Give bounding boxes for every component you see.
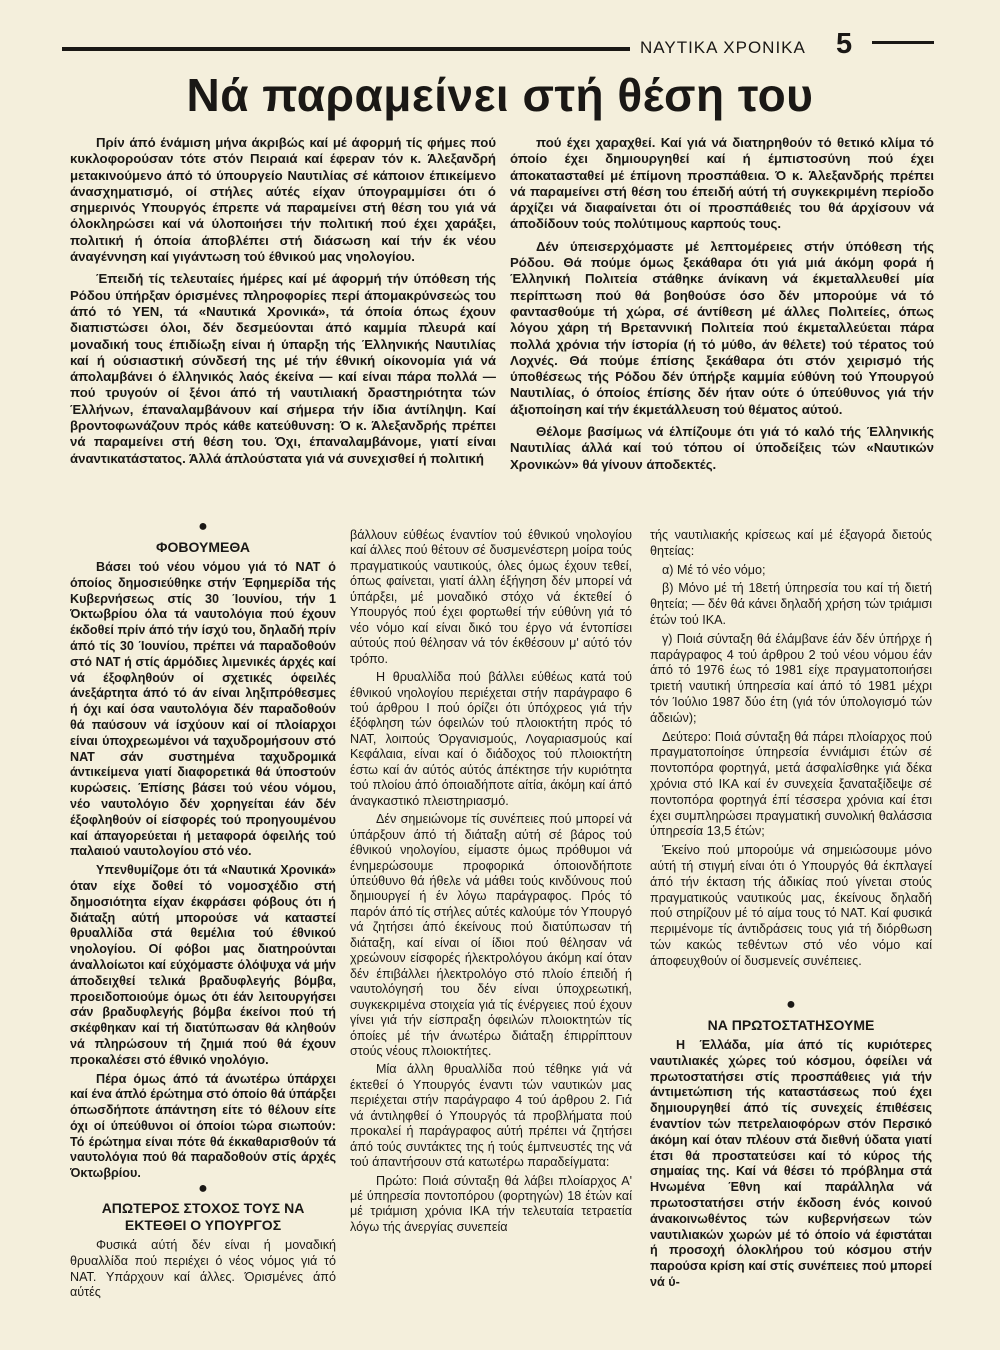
section-paragraph: Πέρα όμως άπό τά άνωτέρω ύπάρχει καί ένα άπλό έρώτημα στό όποίο θά ύπάρξει όπωσδήποτε άπάντηση είτε τό θέλουν είτε όχι οί ύπεύθυνοι οί όποίοι τώρα σιωπούν: Τό έρώτημα είναι πότε θά έκκαθαρισθούν τά ναυτολόγια πού θά παραδοθούν στίς άρχές Όκτωβρίου. [70, 1071, 336, 1181]
section-paragraph: Φυσικά αύτή δέν είναι ή μοναδική θρυαλλίδα πού περιέχει ό νέος νόμος γιά τό ΝΑΤ. Υπάρχουν καί άλλες. Όρισμένες άπό αύτές [70, 1238, 336, 1300]
section-paragraph: τής ναυτιλιακής κρίσεως καί μέ έξαγορά διετούς θητείας: [650, 528, 932, 558]
section-paragraph: Μία άλλη θρυαλλίδα πού τέθηκε γιά νά έκτεθεί ό Υπουργός έναντι τών ναυτικών μας περιέχεται στήν παράγραφο 4 τού άρθρου 2. Γιά νά άντιληφθεί ό Υπουργός τά προβλήματα πού προκαλεί ή παράγραφος αύτή πρέπει νά ζητήσει άπό τούς συντάκτες της ή τούς έμπνευστές της νά τού άπαντήσουν στά κατωτέρω παραδείγματα: [350, 1062, 632, 1170]
bullet-icon: ● [786, 996, 796, 1013]
page-number: 5 [836, 28, 853, 60]
section-paragraph: Δέν σημειώνομε τίς συνέπειες πού μπορεί νά ύπάρξουν άπό τή διάταξη αύτή σέ βάρος τού έθνικού νηολογίου, είμαστε όμως πρόθυμοι νά ένημερώσουμε προφορικά όποιονδήποτε ύπεύθυνο θά ήθελε νά μάθει τούς κινδύνους πού δημιουργεί ή έν λόγω παράγραφος. Πρός τό παρόν άπό τίς στήλες αύτές καλούμε τόν Υπουργό νά ζητήσει άπό έκείνους πού διατύπωσαν τή διάταξη, καί είναι οί ίδιοι πού θέλησαν νά χρεώνουν είσφορές ήλεκτρολόγου άκόμη καί όταν δέν έπιβάλλει ήλεκτρολόγο στό πλοίο έπειδή ή ναυτολόγησή του δέν είναι ύποχρεωτική, συγκεκριμένα στοιχεία γιά τίς ένέργειες πού έχουν γίνει γιά τήν είσπραξη όφειλών πλοιοκτητών τίς όποίες μέ τήν άνωτέρω διάταξη έπιρρίπτουν στούς νέους πλοιοκτήτες. [350, 812, 632, 1058]
section-paragraph: Βάσει τού νέου νόμου γιά τό ΝΑΤ ό όποίος δημοσιεύθηκε στήν Έφημερίδα τής Κυβερνήσεως στίς 30 Ίουνίου, τήν 1 Όκτωβρίου όλα τά ναυτολόγια πού έχουν έκδοθεί πρίν άπό τήν ίσχύ του, δηλαδή πρίν άπό τίς 30 Ίουνίου, πρέπει νά παραδοθούν στό ΝΑΤ ή στίς άρμόδιες λιμενικές άρχές καί νά έξοφληθούν οί σχετικές όφειλές άνεξάρτητα άπό τό άν είναι ληξιπρόθεσμες ή όχι καί όσα ναυτολόγια δέν παραδοθούν θά παύσουν νά ίσχύουν καί οί πλοίαρχοι είναι ύποχρεωμένοι νά ταχυδρομήσουν στό ΝΑΤ σάν συστημένα ταχυδρομικά άντικείμενα γιατί διαφορετικά θά ύποστούν κυρώσεις. Έπίσης βάσει τού νέου νόμου, νέο ναυτολόγιο δέν χορηγείται έάν δέν έξοφληθούν οί είσφορές τού προηγουμένου καί άπαγορεύεται ή μεταφορά όφειλής τού παλαιού ναυτολογίου στό νέο. [70, 560, 336, 859]
lead-paragraph: Πρίν άπό ένάμιση μήνα άκριβώς καί μέ άφορμή τίς φήμες πού κυκλοφορούσαν τότε στόν Πειραιά καί έφεραν τόν κ. Άλεξανδρή μετακινούμενο άπό τό ύπουργείο Ναυτιλίας σέ κάποιον έπικείμενο άνασχηματισμό, οί στήλες αύτές είχαν ύπογραμμίσει ότι ό σημερινός Υπουργός έπρεπε νά παραμείνει στή θέση του γιά νά όλοκληρώσει καί νά ύλοποιήσει τήν πολιτική πού έχει χαράξει, πολιτική ή όποία άποβλέπει στή διάσωση καί τήν έκ νέου άναγέννηση καί γιγάντωση τού έθνικού μας νηολογίου. [70, 135, 496, 265]
lead-left-column [70, 135, 496, 500]
lead-paragraph: Θέλομε βασίμως νά έλπίζουμε ότι γιά τό καλό τής Έλληνικής Ναυτιλίας άλλά καί τού τόπου οί ύποδείξεις τών «Ναυτικών Χρονικών» θά γίνουν άποδεκτές. [510, 424, 934, 472]
lead-paragraph: πού έχει χαραχθεί. Καί γιά νά διατηρηθούν τό θετικό κλίμα τό όποίο έχει δημιουργηθεί καί ή έμπιστοσύνη πού έχει άποκατασταθεί μέ έπίμονη προσπάθεια. Ό κ. Άλεξανδρής πρέπει νά παραμείνει στή θέση του έπειδή αύτή τή συγκεκριμένη περίοδο άρχίζει νά διαφαίνεται ότι οί προσπάθειές του θά άρχίσουν νά άποδίδουν τούς πολύτιμους καρπούς τους. [510, 135, 934, 232]
masthead-title: ΝΑΥΤΙΚΑ ΧΡΟΝΙΚΑ [640, 38, 806, 57]
list-item: β) Μόνο μέ τή 18ετή ύπηρεσία του καί τή διετή θητεία; — δέν θά κάνει δηλαδή χρήση τών τριάμισι έτών τού ΙΚΑ. [650, 581, 932, 627]
masthead-rule-right [872, 41, 934, 44]
section-heading-line1: ΑΠΩΤΕΡΟΣ ΣΤΟΧΟΣ ΤΟΥΣ ΝΑ [101, 1200, 305, 1216]
section-heading: ΝΑ ΠΡΩΤΟΣΤΑΤΗΣΟΥΜΕ [707, 1017, 875, 1033]
headline: Νά παραμείνει στή θέση του [186, 69, 814, 121]
section-paragraph: Έκείνο πού μπορούμε νά σημειώσουμε μόνο αύτή τή στιγμή είναι ότι ό Υπουργός θά έκπλαγεί άπό τήν έκταση τής άδικίας πού γίνεται στούς πραγματικούς ναυτικούς μας, έκείνους δηλαδή πού στηρίζουν μέ τό αίμα τους τό ΝΑΤ. Καί φυσικά περιμένομε τίς άντιδράσεις τους γιά τή διόρθωση τών κακώς τεθέντων στό νέο νόμο καί άποφευχθούν οί δυσμενείς συνέπειες. [650, 843, 932, 968]
section-paragraph: Δεύτερο: Ποιά σύνταξη θά πάρει πλοίαρχος πού πραγματοποίησε ύπηρεσία έννιάμισι έτών σέ ποντοπόρα φορτηγά, μετά άσφαλίσθηκε γιά δέκα χρόνια στό ΙΚΑ καί έν συνεχεία ξαναταξίδεψε σέ ποντοπόρα φορτηγά έπί τέσσερα χρόνια καί έτσι έχει συμπληρώσει πραγματική συνολική θαλάσσια ύπηρεσία 13,5 έτών; [650, 729, 932, 839]
section-paragraph: Πρώτο: Ποιά σύνταξη θά λάβει πλοίαρχος Α' μέ ύπηρεσία ποντοπόρου (φορτηγών) 18 έτών καί μέ τριάμιση χρόνια ΙΚΑ τήν τελευταία τετραετία λόγω τής άνεργίας συνεπεία [350, 1173, 632, 1234]
masthead-rule-left [62, 47, 630, 51]
section-heading-line2: ΕΚΤΕΘΕΙ Ο ΥΠΟΥΡΓΟΣ [124, 1217, 282, 1233]
section-paragraph: Η Έλλάδα, μία άπό τίς κυριότερες ναυτιλιακές χώρες τού κόσμου, όφείλει νά πρωτοστατήσει στίς προσπάθειες γιά τήν άντιμετώπιση τής καταστάσεως πού έχει δημιουργηθεί άπό τίς συνεχείς έπιθέσεις έναντίον τών πετρελαιοφόρων στόν Περσικό άκόμη καί όταν πλέουν στά διεθνή ύδατα γιατί έτσι θά προστατεύσει καί τό κύρος τής σημαίας της. Καί νά θέσει τό πρόβλημα στά Ηνωμένα Έθνη καί παράλληλα νά πρωτοστατήσει στήν έκδοση ένός κοινού άνακοινωθέντος τών κυβερνήσεων τών ναυτιλιακών χωρών μέ τό όποίο νά έφιστάται ή προσοχή όλοκλήρου τού κόσμου στήν παρούσα κρίση καί στίς συνέπειες πού μπορεί νά ύ- [650, 1038, 932, 1289]
section-paragraph: βάλλουν εύθέως έναντίον τού έθνικού νηολογίου καί άλλες πού θέτουν σέ δυσμενέστερη μοίρα τούς πραγματικούς ναυτικούς, όλες όμως έχουν τεθεί, όπως φαίνεται, γιατί άλλη έξήγηση δέν μπορεί νά ύπάρξει, μέ μοναδικό στόχο νά έκτεθεί ό Υπουργός πού έχει φορτωθεί τήν εύθύνη γιά τό νέο νόμο καί είναι δικό του έργο νά έντοπίσει αύτούς πού θέλησαν νά τόν έκθέσουν μ' αύτό τόν τρόπο. [350, 528, 632, 666]
list-item: γ) Ποιά σύνταξη θά έλάμβανε έάν δέν ύπήρχε ή παράγραφος 4 τού άρθρου 2 τού νέου νόμου έάν άπό τό 1976 έως τό 1981 είχε πραγματοποιήσει τριετή ναυτική ύπηρεσία καί άπό τό 1981 μέχρι τόν Ίούλιο 1987 δύο έτη (γιά τόν ύπολογισμό τών άδειών); [650, 631, 932, 725]
right-column-continuation [650, 528, 932, 998]
protostatisoume-section [650, 996, 932, 1326]
bullet-icon: ● [198, 518, 208, 535]
lead-right-column [510, 135, 934, 505]
apoteros-middle-column [350, 528, 632, 1318]
bullet-icon: ● [198, 1180, 208, 1197]
lead-paragraph: Έπειδή τίς τελευταίες ήμέρες καί μέ άφορμή τήν ύπόθεση τής Ρόδου ύπήρξαν όρισμένες πληροφορίες περί άπομακρύνσεώς του άπό τό ΥΕΝ, τά «Ναυτικά Χρονικά», τά όποία όπως έχουν διαπιστώσει όλοι, δέν δεσμεύονται άπό καμμία πλευρά καί μοναδική τους έπιδίωξη είναι ή ύπαρξη τής Έλληνικής Ναυτιλίας καί ή ούσιαστική σύνδεσή της μέ τήν έθνική οίκονομία γιά νά άπολαμβάνει ό έλληνικός λαός έκείνα — καί είναι πάρα πολλά — πού τρυγούν οί ξένοι άπό τή ναυτιλιακή δραστηριότητα τών Έλλήνων, έπαναλαμβάνουν καί σήμερα τήν ίδια άντίληψη. Καί βροντοφωνάζουν πρός κάθε κατεύθυνση: Ό κ. Άλεξανδρής πρέπει νά παραμείνει στή θέση του. Όχι, έπαναλαμβάνομε, γιατί είναι άναντικατάστατος. Άλλά άπλούστατα γιά νά συνεχισθεί ή πολιτική [70, 271, 496, 466]
section-heading: ΦΟΒΟΥΜΕΘΑ [156, 539, 250, 555]
phovoumetha-section [70, 518, 336, 1278]
section-paragraph: Η θρυαλλίδα πού βάλλει εύθέως κατά τού έθνικού νηολογίου περιέχεται στήν παράγραφο 6 τού άρθρου Ι πού όρίζει ότι ύπόχρεος γιά τήν έξόφληση τών όφειλών τού πλοιοκτήτη πρός τό ΝΑΤ, λοιπούς Όργανισμούς, Λογαριασμούς καί Κεφάλαια, είναι καί ό διάδοχος τού πλοιοκτήτη έστω καί άν αύτός αύτός άπέκτησε τήν κυριότητα τού πλοίου άπό όποιαδήποτε αίτία, άκόμη καί άπό άναγκαστικό πλειστηριασμό. [350, 670, 632, 808]
apoteros-section-start [70, 1180, 336, 1330]
lead-paragraph: Δέν ύπεισερχόμαστε μέ λεπτομέρειες στήν ύπόθεση τής Ρόδου. Θά πούμε όμως ξεκάθαρα ότι γιά μιά άκόμη φορά ή Έλληνική Πολιτεία στάθηκε άνίκανη νά έκμεταλλευθεί μία περίπτωση πού θά βοηθούσε όσο δέν μπορούμε νά τό φαντασθούμε τή χώρα, σέ άντίθεση μέ άλλες Πολιτείες, όπως λόγου χάρη τή Βρεταννική Πολιτεία πού έκμεταλλεύεται πάρα πολλά χρόνια τήν ίστορία (ή τό μύθο, άν θέλετε) τού τέρατος τού Λοχνές. Θά πούμε έπίσης ξεκάθαρα ότι στόν χειρισμό τής ύποθέσεως τής Ρόδου δέν ύπήρξε καμμία εύθύνη τού Υπουργού Ναυτιλίας, ό όποίος έπίσης δέν ήταν ούτε ό ύπεύθυνος γιά τήν άξιοποίηση καί τήν έκμετάλλευση τού θέματος αύτού. [510, 238, 934, 417]
list-item: α) Μέ τό νέο νόμο; [662, 562, 766, 577]
section-paragraph: Υπενθυμίζομε ότι τά «Ναυτικά Χρονικά» όταν είχε δοθεί τό νομοσχέδιο στή δημοσιότητα είχαν έκφράσει φόβους ότι ή διάταξη αύτή μπορούσε νά καταστεί θρυαλλίδα στά θεμέλια τού έθνικού νηολογίου. Οί φόβοι μας διατηρούνται άναλλοίωτοι καί εύχόμαστε όλόψυχα νά μήν άποδειχθεί τελικά βραδυφλεγής βόμβα, προειδοποιούμε όμως ότι έάν λειτουργήσει σάν βραδυφλεγής βόμβα έκείνοι πού τή σκέφθηκαν καί τή διατύπωσαν θά κληθούν νά πληρώσουν τή ζημιά πού θά έχουν προκαλέσει στό έθνικό νηολόγιο. [70, 863, 336, 1067]
